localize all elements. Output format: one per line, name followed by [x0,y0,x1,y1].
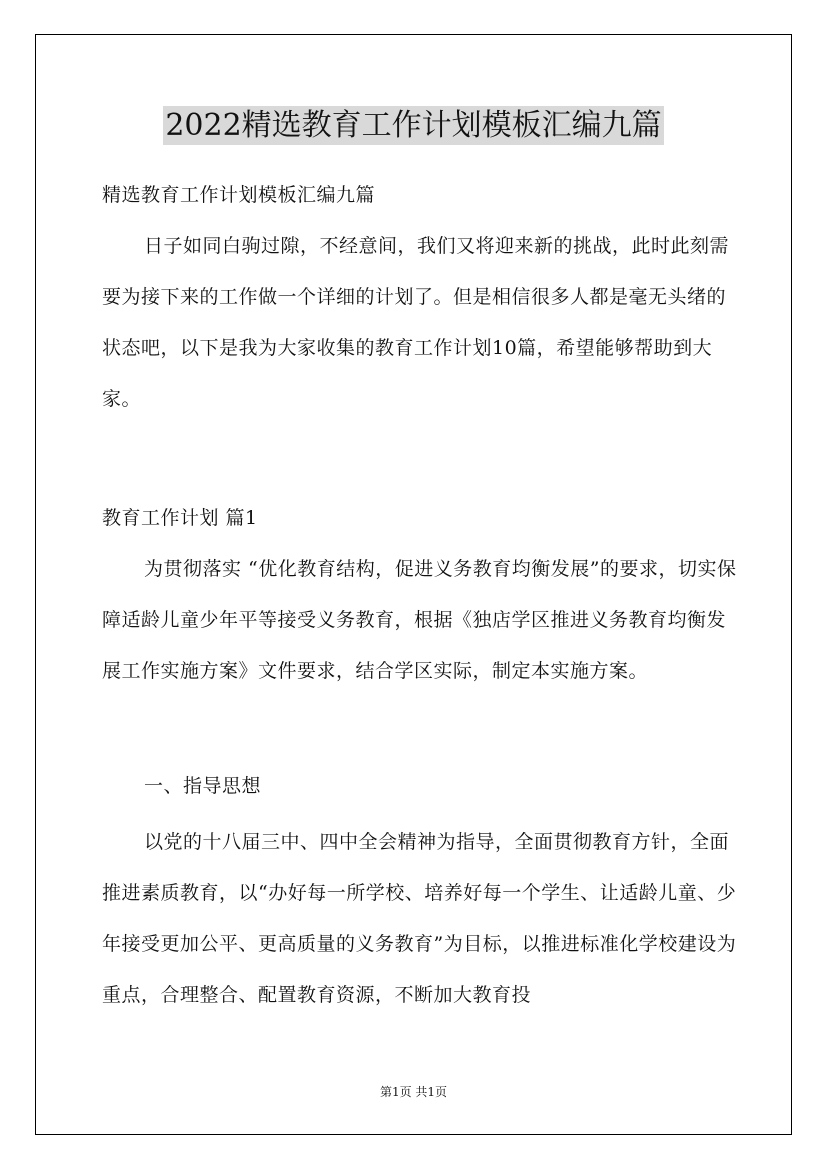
document-title [0,100,827,144]
section-heading: 教育工作计划 篇1 [102,507,258,529]
paragraph-2: 以党的十八届三中、四中全会精神为指导，全面贯彻教育方针，全面推进素质教育，以“办好每一所学校、培养好每一个学生、让适龄儿童、少年接受更加公平、更高质量的义务教育”为目标，以推进标准化学校建设为重点，合理整合、配置教育资源，不断加大教育投 [102,831,737,1006]
heading-guiding-ideology: 一、指导思想 [144,775,262,797]
intro-paragraph: 日子如同白驹过隙，不经意间，我们又将迎来新的挑战，此时此刻需要为接下来的工作做一个详细的计划了。但是相信很多人都是毫无头绪的状态吧，以下是我为大家收集的教育工作计划10篇，希望能够帮助到大家。 [102,235,730,410]
subtitle-line: 精选教育工作计划模板汇编九篇 [102,184,376,206]
paragraph-1: 为贯彻落实 “优化教育结构，促进义务教育均衡发展”的要求，切实保障适龄儿童少年平等接受义务教育，根据《独店学区推进义务教育均衡发展工作实施方案》文件要求，结合学区实际，制定本实施方案。 [102,558,737,682]
page-footer: 第1页 共1页 [379,1085,448,1099]
title-text: 2022精选教育工作计划模板汇编九篇 [165,108,662,143]
